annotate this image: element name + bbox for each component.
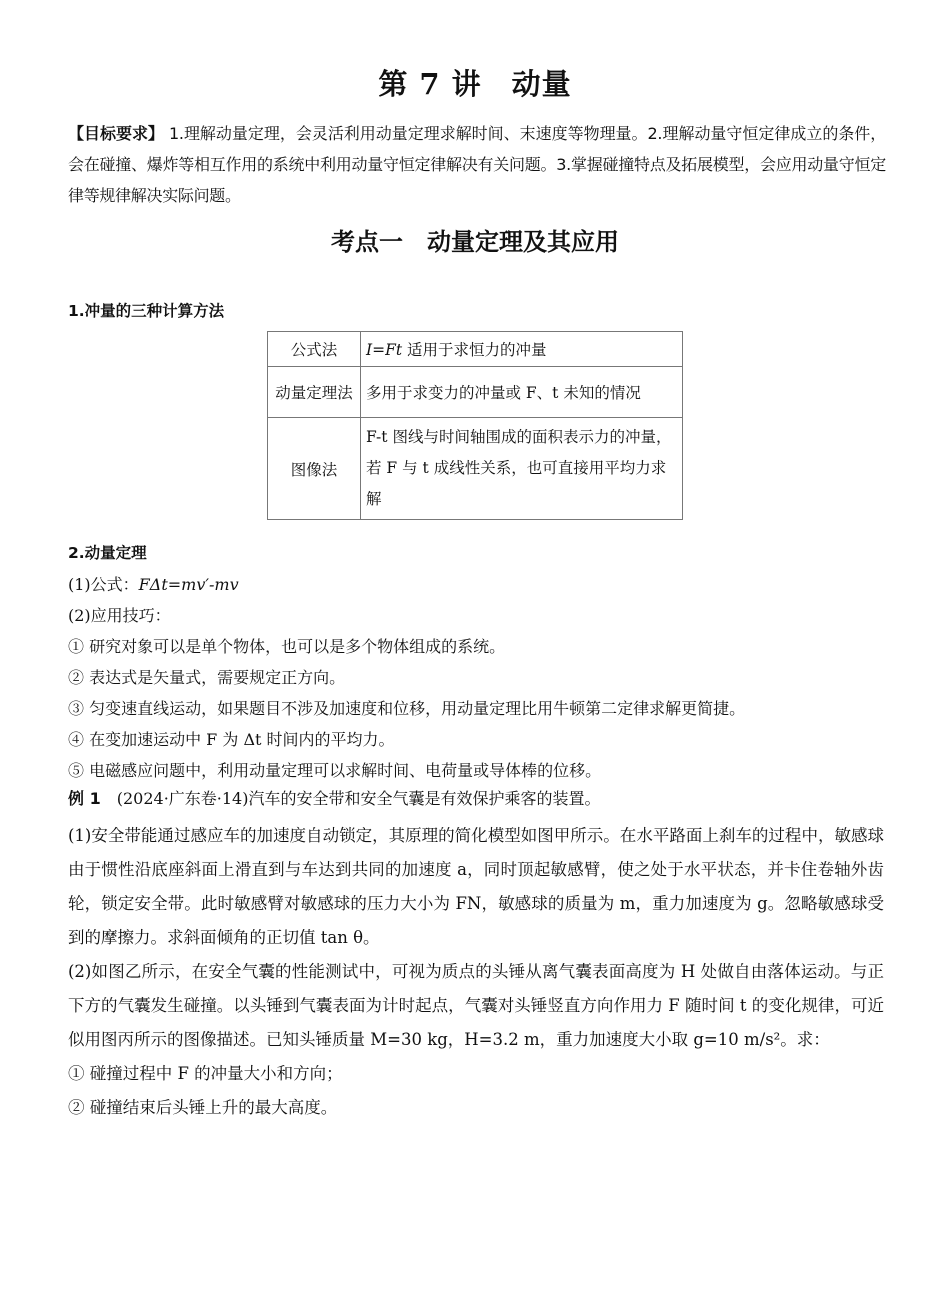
example-body (68, 819, 884, 1125)
example-question-2: ② 碰撞结束后头锤上升的最大高度。 (68, 1098, 338, 1117)
method-desc-text: 适用于求恒力的冲量 (402, 341, 547, 359)
table-row (268, 418, 683, 520)
section-title: 考点一 动量定理及其应用 (331, 228, 619, 256)
method-formula: I=Ft (366, 341, 403, 359)
objectives-text: 1.理解动量定理，会灵活利用动量定理求解时间、末速度等物理量。2.理解动量守恒定律成立的条件，会在碰撞、爆炸等相互作用的系统中利用动量守恒定律解决有关问题。3.掌握碰撞特点及拓展模型，会应用动量守恒定律等规律解决实际问题。 (68, 124, 886, 205)
tip-item: ⑤ 电磁感应问题中，利用动量定理可以求解时间、电荷量或导体棒的位移。 (68, 761, 602, 780)
tips-label: (2)应用技巧： (68, 606, 171, 625)
example-question-1: ① 碰撞过程中 F 的冲量大小和方向； (68, 1064, 343, 1083)
method-name: 公式法 (268, 332, 361, 367)
method-name: 动量定理法 (268, 367, 361, 418)
tip-item: ④ 在变加速运动中 F 为 Δt 时间内的平均力。 (68, 730, 395, 749)
formula-line (68, 569, 886, 600)
method-desc (361, 332, 683, 367)
tip-item: ② 表达式是矢量式，需要规定正方向。 (68, 668, 346, 687)
theorem-heading: 2.动量定理 (68, 544, 147, 562)
theorem-content (68, 569, 886, 786)
table-row (268, 332, 683, 367)
example-intro: 汽车的安全带和安全气囊是有效保护乘客的装置。 (248, 789, 601, 808)
impulse-methods-table (267, 331, 683, 520)
example-label: 例 1 (68, 789, 101, 808)
impulse-heading: 1.冲量的三种计算方法 (68, 302, 225, 320)
example-source: (2024·广东卷·14) (116, 789, 249, 808)
table-row (268, 367, 683, 418)
example-header (68, 786, 601, 809)
formula-label: (1)公式： (68, 575, 139, 594)
tip-item: ① 研究对象可以是单个物体，也可以是多个物体组成的系统。 (68, 637, 506, 656)
method-desc: F-t 图线与时间轴围成的面积表示力的冲量，若 F 与 t 成线性关系，也可直接用平均力求解 (361, 418, 683, 520)
tip-item: ③ 匀变速直线运动，如果题目不涉及加速度和位移，用动量定理比用牛顿第二定律求解更简捷。 (68, 699, 746, 718)
method-name: 图像法 (268, 418, 361, 520)
example-part-2: (2)如图乙所示，在安全气囊的性能测试中，可视为质点的头锤从离气囊表面高度为 H 处做自由落体运动。与正下方的气囊发生碰撞。以头锤到气囊表面为计时起点，气囊对头锤竖直方向作用力 F 随时间 t 的变化规律，可近似用图丙所示的图像描述。已知头锤质量 M=30 kg，H=3.2 m，重力加速度大小取 g=10 m/s²。求： (68, 962, 884, 1049)
formula: FΔt=mv′-mv (138, 575, 239, 594)
learning-objectives (68, 118, 886, 211)
example-part-1: (1)安全带能通过感应车的加速度自动锁定，其原理的简化模型如图甲所示。在水平路面上刹车的过程中，敏感球由于惯性沿底座斜面上滑直到与车达到共同的加速度 a，同时顶起敏感臂，使之处于水平状态，并卡住卷轴外齿轮，锁定安全带。此时敏感臂对敏感球的压力大小为 FN，敏感球的质量为 m，重力加速度为 g。忽略敏感球受到的摩擦力。求斜面倾角的正切值 tan θ。 (68, 826, 884, 947)
objectives-label: 【目标要求】 (68, 124, 164, 143)
lecture-title: 第 7 讲 动量 (378, 67, 572, 101)
method-desc: 多用于求变力的冲量或 F、t 未知的情况 (361, 367, 683, 418)
